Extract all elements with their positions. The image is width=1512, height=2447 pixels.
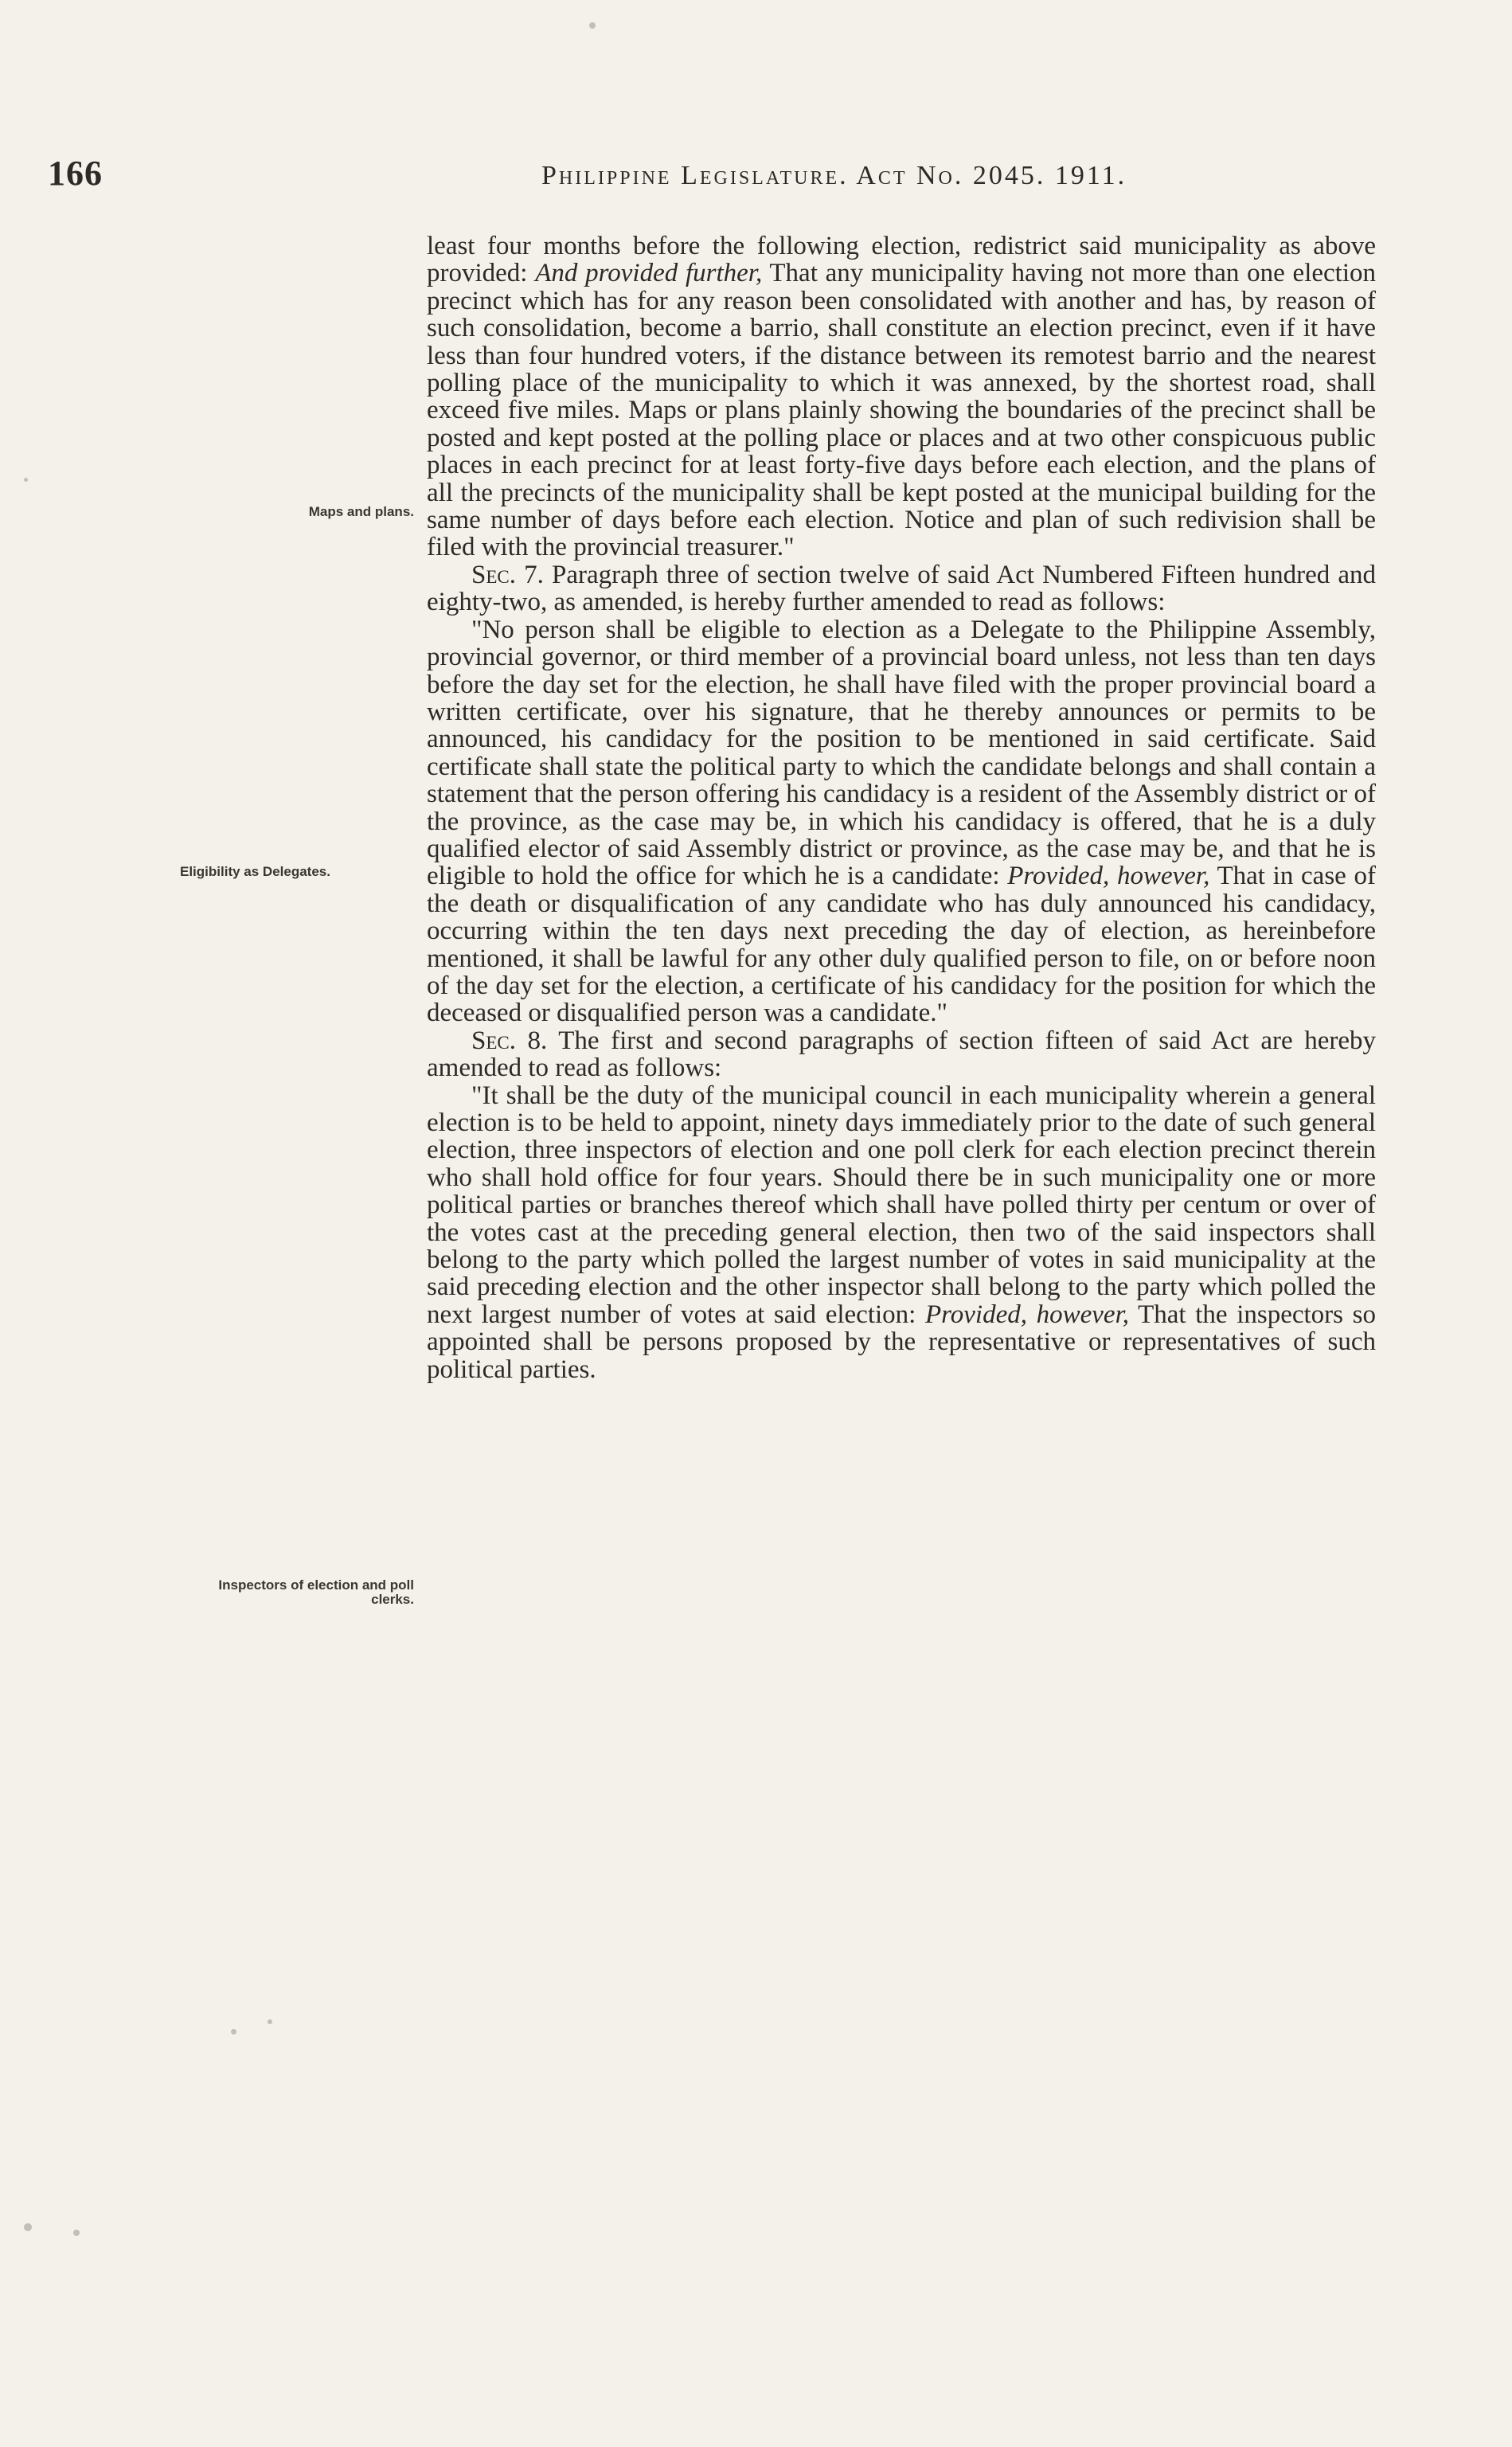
- paper-speck: [231, 2029, 236, 2035]
- paragraph-eligibility: [427, 616, 1376, 1027]
- paragraph-continuation: [427, 233, 1376, 561]
- paper-speck: [589, 22, 596, 29]
- margin-note-inspectors: Inspectors of election and poll clerks.: [218, 1577, 414, 1607]
- paragraph-inspectors: [427, 1082, 1376, 1383]
- margin-note-maps: Maps and plans.: [308, 504, 414, 519]
- paper-speck: [268, 2019, 272, 2024]
- text-run: That the inspectors so appointed shall be persons proposed by the representative or representatives of such political parties.: [427, 1300, 1377, 1384]
- paper-speck: [73, 2230, 80, 2236]
- text-run: That any municipality having not more than one election precinct which has for any reason been consolidated with another and has, by reason of such consolidation, become a barrio, shall constitute an election precinct, even if it have less than four hundred voters, if the distance between its remotest barrio and the nearest polling place of the municipality to which it was annexed, by the shortest road, shall exceed five miles. Maps or plans plainly showing the boundaries of the precinct shall be posted and kept posted at the polling place or places and at two other conspicuous public places in each precinct for at least forty-five days before each election, and the plans of all the precincts of the municipality shall be kept posted at the municipal building for the same number of days before each election. Notice and plan of such redivision shall be filed with the provincial treasurer.": [427, 259, 1376, 562]
- section-label: Sec. 7.: [471, 560, 544, 589]
- margin-note-eligibility: Eligibility as Delegates.: [180, 864, 330, 879]
- text-run: That in case of the death or disqualification of any candidate who has duly announced his candidacy, occurring within the ten days next preceding the day of election, as hereinbefore mentioned, it shall be lawful for any other duly qualified person to file, on or before noon of the day set for the election, a certificate of his candidacy for the position for which the deceased or disqualified person was a candidate.": [427, 862, 1377, 1028]
- italic-proviso: And provided further,: [535, 259, 763, 288]
- body-text: [427, 233, 1376, 1383]
- text-run: The first and second paragraphs of section fifteen of said Act are hereby amended to read as follows:: [427, 1026, 1376, 1083]
- text-run: "No person shall be eligible to election as a Delegate to the Philippine Assembly, provincial governor, or third member of a provincial board unless, not less than ten days before the day set for the election, he shall have filed with the proper provincial board a written certificate, over his signature, that he thereby announces or permits to be announced, his candidacy for the position to be mentioned in said certificate. Said certificate shall state the political party to which the candidate belongs and shall contain a statement that the person offering his candidacy is a resident of the Assembly district or of the province, as the case may be, in which his candidacy is offered, that he is a duly qualified elector of said Assembly district or province, as the case may be, and that he is eligible to hold the office for which he is a candidate:: [427, 615, 1376, 891]
- paper-speck: [24, 478, 28, 482]
- italic-proviso: Provided, however,: [924, 1300, 1130, 1329]
- section-7: [427, 561, 1376, 616]
- text-run: least four months before the following election, redistrict said municipality as above provided:: [427, 232, 1376, 288]
- paper-speck: [24, 2223, 32, 2231]
- running-head: Philippine Legislature. Act No. 2045. 1911.: [541, 161, 1127, 190]
- section-8: [427, 1027, 1376, 1082]
- text-run: "It shall be the duty of the municipal council in each municipality wherein a general election is to be held to appoint, ninety days immediately prior to the date of such general election, three inspectors of election and one poll clerk for each election precinct therein who shall hold office for four years. Should there be in such municipality one or more political parties or branches thereof which shall have polled thirty per centum or over of the votes cast at the preceding general election, then two of the said inspectors shall belong to the party which polled the largest number of votes in said municipality at the said preceding election and the other inspector shall belong to the party which polled the next largest number of votes at said election:: [427, 1081, 1376, 1329]
- italic-proviso: Provided, however,: [1007, 862, 1210, 891]
- page-number: 166: [48, 154, 103, 193]
- text-run: Paragraph three of section twelve of said Act Numbered Fifteen hundred and eighty-two, as amended, is hereby further amended to read as follows:: [427, 560, 1376, 617]
- section-label: Sec. 8.: [471, 1026, 548, 1055]
